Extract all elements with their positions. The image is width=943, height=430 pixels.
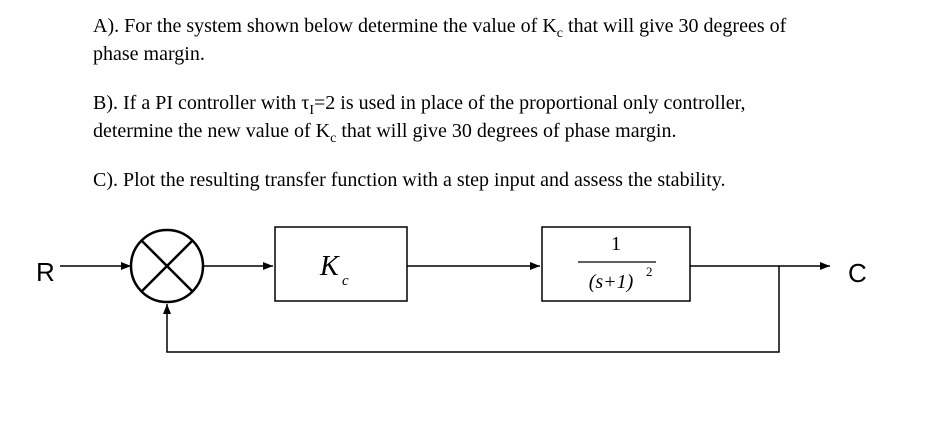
question-b-line2: determine the new value of $K_c$ that will give 30 degrees of phase margin. xyxy=(93,120,677,146)
question-b-line1: B). If a PI controller with $\tau_I=2$ is used in place of the proportional only controller, xyxy=(93,92,746,118)
plant-denominator-exponent: 2 xyxy=(646,264,653,279)
input-label: R xyxy=(36,257,55,287)
plant-numerator: 1 xyxy=(611,233,621,255)
output-label: C xyxy=(848,258,867,288)
controller-block xyxy=(275,227,407,301)
question-a-line1: A). For the system shown below determine the value of $K_c$ that will give 30 degrees of xyxy=(93,15,787,41)
question-a-line2: phase margin. xyxy=(93,43,205,65)
controller-gain-symbol: K xyxy=(320,251,339,282)
controller-gain-subscript: c xyxy=(342,273,349,289)
plant-denominator: (s+1) xyxy=(588,271,634,293)
question-c-line1: C). Plot the resulting transfer function with a step input and assess the stability. xyxy=(93,169,726,191)
summing-junction xyxy=(131,230,203,302)
